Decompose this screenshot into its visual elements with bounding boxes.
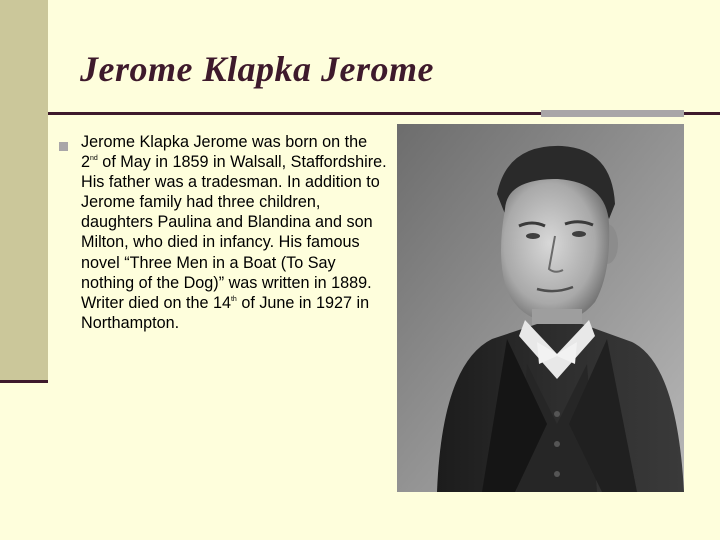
bullet-icon: [59, 142, 68, 151]
body-paragraph: [81, 132, 387, 333]
slide-title: Jerome Klapka Jerome: [80, 49, 434, 89]
title-accent-block: [541, 110, 684, 117]
superscript-th: th: [230, 295, 237, 303]
left-rule: [0, 380, 48, 383]
portrait-photo: [397, 124, 684, 492]
portrait-illustration: [397, 124, 684, 492]
body-text-part1: Jerome Klapka Jerome was born on the 2: [81, 133, 368, 172]
body-text-part2: of May in 1859 in Walsall, Staffordshire. His father was a tradesman. In addition to Jerome family had three children, daughters Paulina and Blandina and son Milton, who died in infancy. His famous novel “Three Men in a Boat (To Say nothing of the Dog)” was written in 1889. Writer died on the 14: [81, 153, 387, 312]
left-decorative-bar: [0, 0, 48, 383]
body-text-part3: of June in 1927 in Northampton.: [81, 293, 370, 332]
superscript-nd: nd: [90, 155, 98, 163]
